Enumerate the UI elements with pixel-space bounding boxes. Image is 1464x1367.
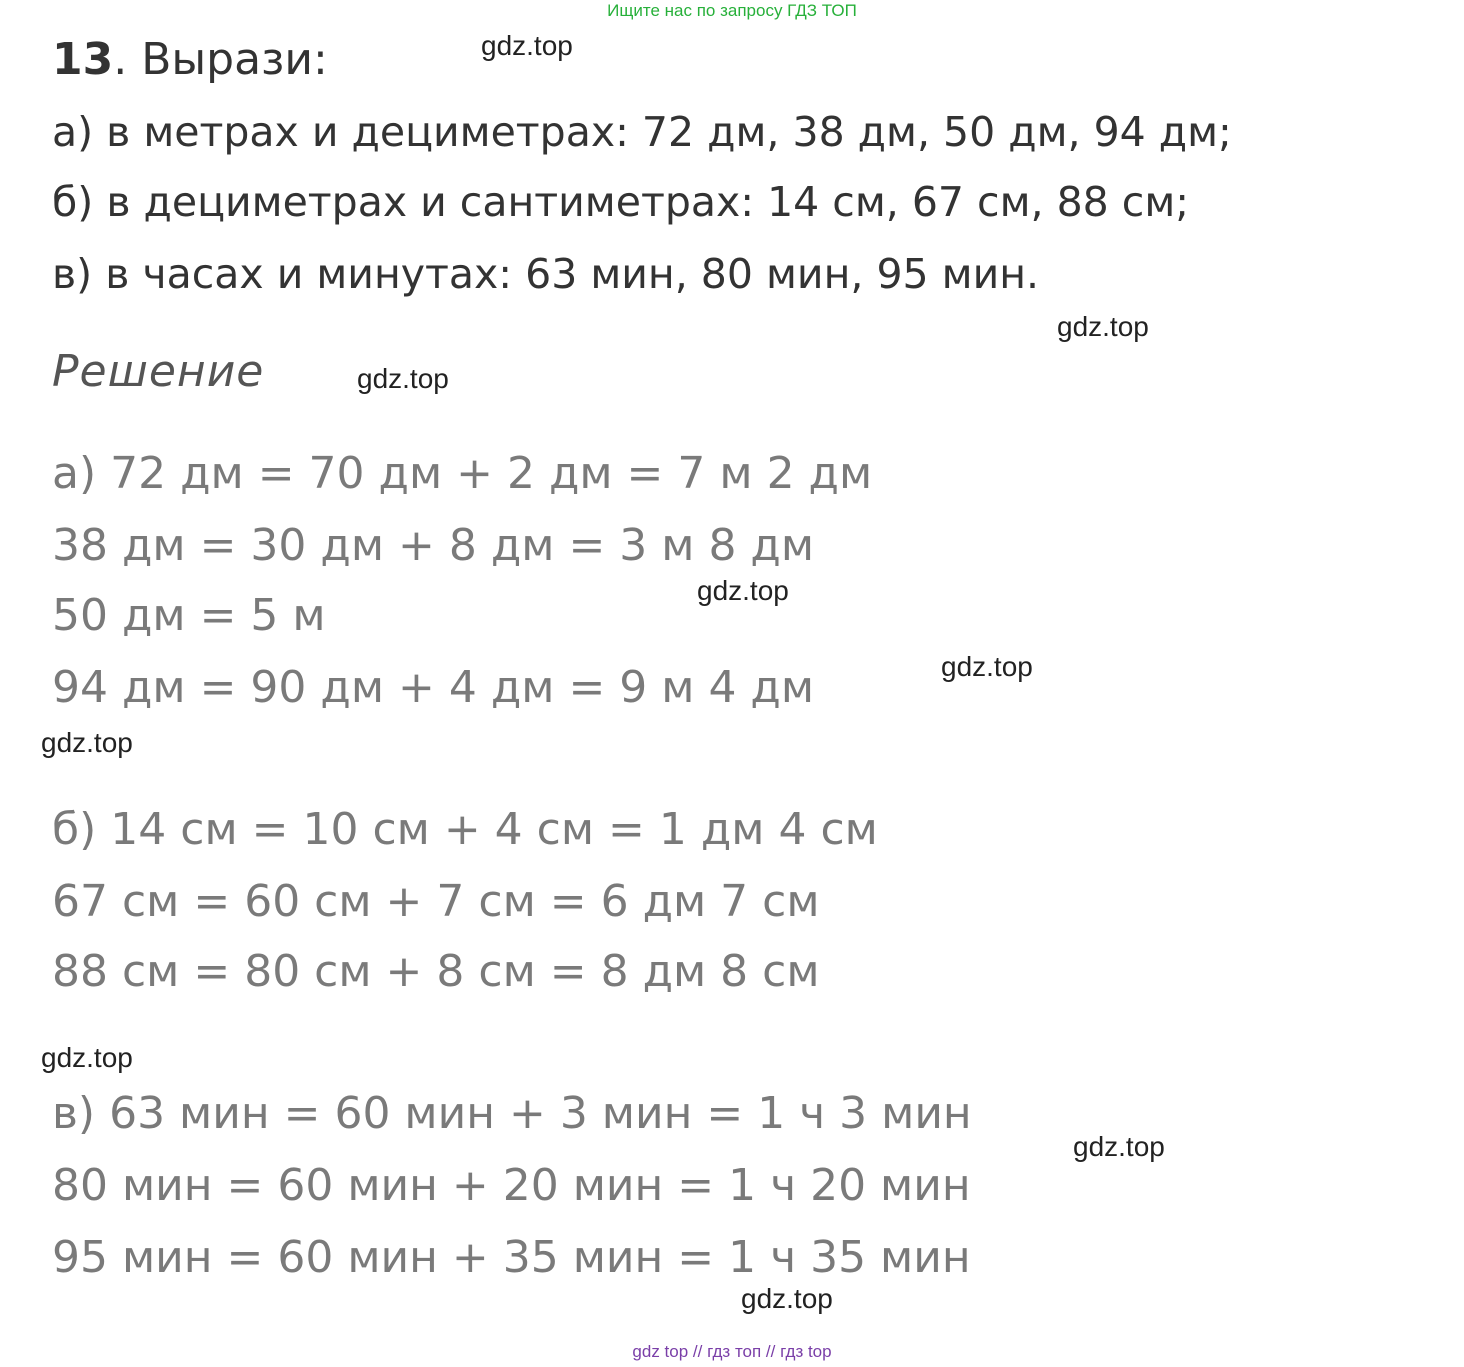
solution-c-line-1: в) 63 мин = 60 мин + 3 мин = 1 ч 3 мин (52, 1088, 972, 1139)
top-banner: Ищите нас по запросу ГДЗ ТОП (607, 1, 857, 20)
task-line-b: б) в дециметрах и сантиметрах: 14 см, 67 см, 88 см; (52, 178, 1190, 226)
watermark: gdz.top (1073, 1131, 1165, 1162)
watermark: gdz.top (941, 651, 1033, 682)
watermark: gdz.top (357, 363, 449, 394)
watermark: gdz.top (741, 1283, 833, 1314)
solution-c-line-3: 95 мин = 60 мин + 35 мин = 1 ч 35 мин (52, 1232, 971, 1283)
solution-b-line-1: б) 14 см = 10 см + 4 см = 1 дм 4 см (52, 804, 878, 855)
task-line-c: в) в часах и минутах: 63 мин, 80 мин, 95 мин. (52, 250, 1040, 298)
footer: gdz top // гдз топ // гдз top (632, 1342, 832, 1361)
watermark: gdz.top (41, 1042, 133, 1073)
solution-b-line-2: 67 см = 60 см + 7 см = 6 дм 7 см (52, 876, 820, 927)
solution-a-line-2: 38 дм = 30 дм + 8 дм = 3 м 8 дм (52, 520, 815, 571)
solution-a-line-4: 94 дм = 90 дм + 4 дм = 9 м 4 дм (52, 662, 815, 713)
watermark: gdz.top (1057, 311, 1149, 342)
solution-a-line-3: 50 дм = 5 м (52, 590, 326, 641)
solution-a-line-1: а) 72 дм = 70 дм + 2 дм = 7 м 2 дм (52, 448, 873, 499)
watermark: gdz.top (481, 30, 573, 61)
solution-b-line-3: 88 см = 80 см + 8 см = 8 дм 8 см (52, 946, 820, 997)
task-number: 13 (52, 34, 114, 85)
task-title-text: . Вырази: (113, 34, 328, 85)
solution-label: Решение (52, 346, 265, 397)
task-title (52, 34, 328, 85)
watermark: gdz.top (41, 727, 133, 758)
watermark: gdz.top (697, 575, 789, 606)
solution-c-line-2: 80 мин = 60 мин + 20 мин = 1 ч 20 мин (52, 1160, 971, 1211)
task-line-a: а) в метрах и дециметрах: 72 дм, 38 дм, 50 дм, 94 дм; (52, 108, 1232, 156)
